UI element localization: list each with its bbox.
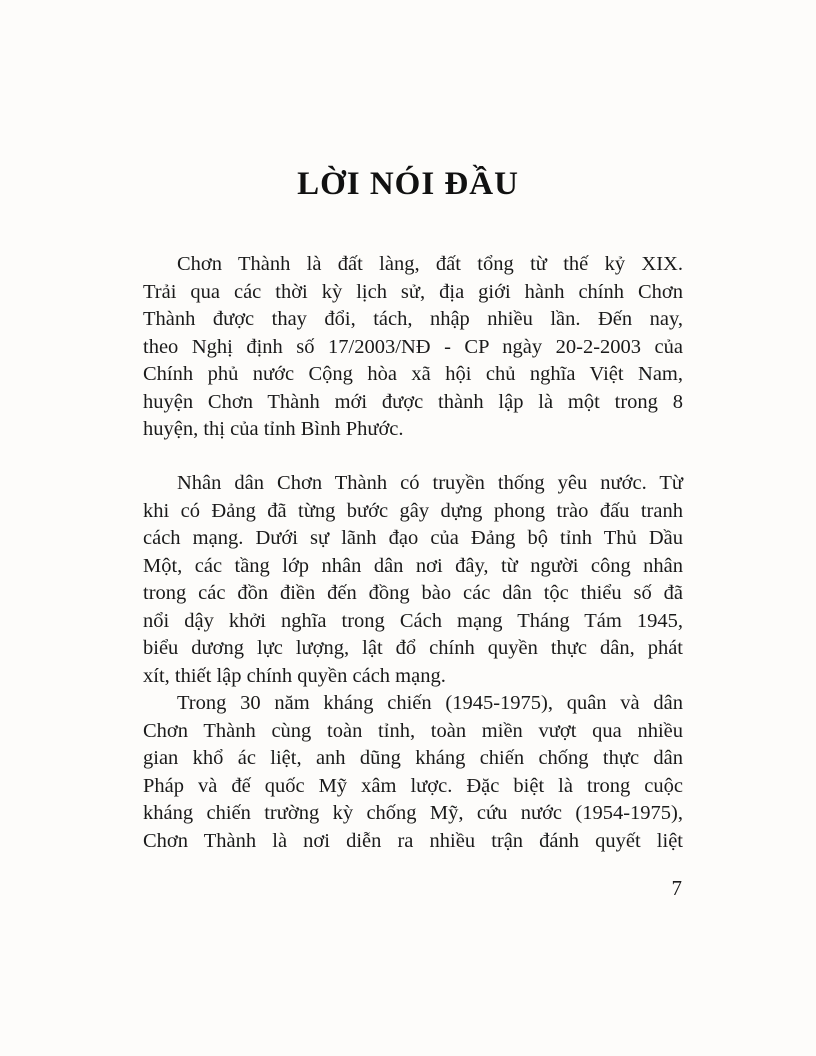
text-line: Một, các tầng lớp nhân dân nơi đây, từ người công nhân — [143, 554, 683, 577]
text-line: Thành được thay đổi, tách, nhập nhiều lần. Đến nay, — [143, 308, 683, 330]
page-title: LỜI NÓI ĐẦU — [297, 166, 519, 202]
paragraph-2 — [143, 470, 683, 690]
text-line: khi có Đảng đã từng bước gây dựng phong trào đấu tranh — [143, 499, 683, 522]
text-line: Trải qua các thời kỳ lịch sử, địa giới hành chính Chơn — [143, 280, 683, 303]
text-line: Chơn Thành là đất làng, đất tổng từ thế kỷ XIX. — [177, 253, 683, 275]
text-line: nổi dậy khởi nghĩa trong Cách mạng Tháng Tám 1945, — [143, 609, 683, 632]
text-line: Pháp và đế quốc Mỹ xâm lược. Đặc biệt là trong cuộc — [143, 774, 683, 797]
text-line: kháng chiến trường kỳ chống Mỹ, cứu nước (1954-1975), — [143, 802, 683, 824]
text-line: gian khổ ác liệt, anh dũng kháng chiến chống thực dân — [143, 747, 683, 769]
paragraph-1 — [143, 251, 683, 444]
text-line: Chơn Thành là nơi diễn ra nhiều trận đánh quyết liệt — [143, 829, 683, 852]
text-line: Trong 30 năm kháng chiến (1945-1975), quân và dân — [177, 692, 683, 714]
text-line: cách mạng. Dưới sự lãnh đạo của Đảng bộ tỉnh Thủ Dầu — [143, 527, 683, 549]
text-line: huyện, thị của tỉnh Bình Phước. — [143, 418, 404, 440]
text-line: theo Nghị định số 17/2003/NĐ - CP ngày 20-2-2003 của — [143, 335, 683, 358]
text-line: Nhân dân Chơn Thành có truyền thống yêu nước. Từ — [177, 472, 683, 494]
text-line: Chơn Thành cùng toàn tỉnh, toàn miền vượt qua nhiều — [143, 719, 683, 742]
text-line: biểu dương lực lượng, lật đổ chính quyền thực dân, phát — [143, 637, 683, 659]
paragraph-3 — [143, 690, 683, 855]
page-number: 7 — [671, 876, 682, 900]
text-line: huyện Chơn Thành mới được thành lập là một trong 8 — [143, 390, 683, 413]
text-line: xít, thiết lập chính quyền cách mạng. — [143, 664, 446, 687]
text-line: trong các đồn điền đến đồng bào các dân tộc thiểu số đã — [143, 582, 683, 604]
text-line: Chính phủ nước Cộng hòa xã hội chủ nghĩa Việt Nam, — [143, 363, 683, 385]
